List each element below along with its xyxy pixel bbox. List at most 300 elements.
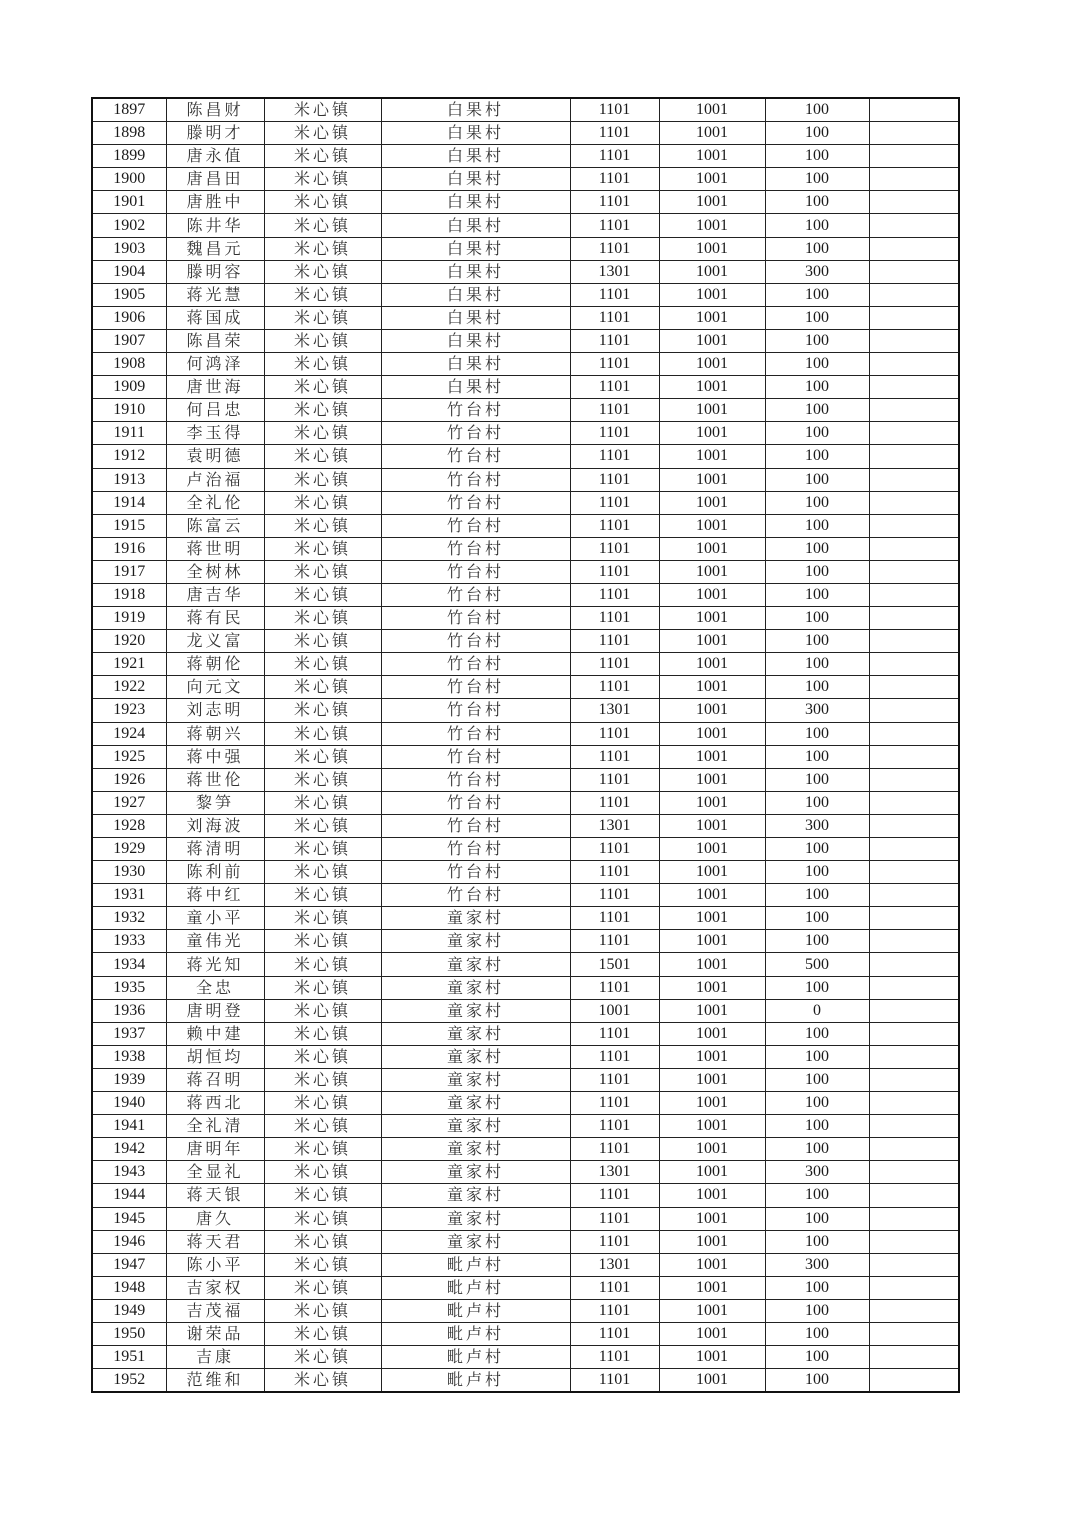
cell-note	[869, 676, 959, 699]
cell-value-a: 1101	[570, 329, 659, 352]
cell-value-b: 1001	[659, 676, 765, 699]
cell-serial-number: 1952	[92, 1369, 166, 1393]
cell-village: 白果村	[381, 353, 570, 376]
cell-difference: 100	[765, 399, 869, 422]
cell-value-b: 1001	[659, 283, 765, 306]
cell-value-a: 1101	[570, 98, 659, 122]
table-row	[92, 1207, 959, 1230]
cell-name: 吉康	[166, 1346, 264, 1369]
cell-village: 竹台村	[381, 422, 570, 445]
cell-value-b: 1001	[659, 976, 765, 999]
cell-serial-number: 1901	[92, 191, 166, 214]
cell-value-b: 1001	[659, 583, 765, 606]
cell-value-a: 1101	[570, 399, 659, 422]
cell-value-a: 1101	[570, 976, 659, 999]
cell-village: 童家村	[381, 1207, 570, 1230]
cell-value-a: 1101	[570, 560, 659, 583]
cell-serial-number: 1931	[92, 884, 166, 907]
cell-note	[869, 422, 959, 445]
cell-serial-number: 1918	[92, 583, 166, 606]
cell-value-b: 1001	[659, 1369, 765, 1393]
cell-village: 童家村	[381, 1138, 570, 1161]
cell-name: 唐昌田	[166, 168, 264, 191]
cell-town: 米心镇	[264, 1253, 381, 1276]
cell-value-a: 1101	[570, 306, 659, 329]
cell-value-a: 1101	[570, 630, 659, 653]
cell-village: 竹台村	[381, 791, 570, 814]
cell-serial-number: 1947	[92, 1253, 166, 1276]
cell-village: 童家村	[381, 1184, 570, 1207]
cell-value-b: 1001	[659, 722, 765, 745]
table-row	[92, 1346, 959, 1369]
table-row	[92, 214, 959, 237]
cell-value-a: 1301	[570, 814, 659, 837]
cell-town: 米心镇	[264, 1369, 381, 1393]
cell-value-a: 1101	[570, 1045, 659, 1068]
cell-town: 米心镇	[264, 1092, 381, 1115]
cell-village: 白果村	[381, 260, 570, 283]
cell-value-a: 1101	[570, 791, 659, 814]
table-row	[92, 1161, 959, 1184]
cell-value-a: 1101	[570, 353, 659, 376]
cell-serial-number: 1914	[92, 491, 166, 514]
cell-value-b: 1001	[659, 422, 765, 445]
cell-serial-number: 1940	[92, 1092, 166, 1115]
cell-value-a: 1101	[570, 514, 659, 537]
cell-village: 童家村	[381, 1161, 570, 1184]
cell-town: 米心镇	[264, 838, 381, 861]
cell-note	[869, 1276, 959, 1299]
cell-village: 童家村	[381, 1022, 570, 1045]
cell-difference: 100	[765, 722, 869, 745]
cell-village: 白果村	[381, 145, 570, 168]
cell-value-b: 1001	[659, 306, 765, 329]
cell-note	[869, 560, 959, 583]
cell-difference: 100	[765, 1045, 869, 1068]
cell-serial-number: 1919	[92, 607, 166, 630]
cell-note	[869, 699, 959, 722]
cell-value-b: 1001	[659, 1253, 765, 1276]
cell-difference: 500	[765, 953, 869, 976]
cell-value-a: 1101	[570, 838, 659, 861]
cell-town: 米心镇	[264, 1299, 381, 1322]
cell-name: 陈井华	[166, 214, 264, 237]
cell-value-b: 1001	[659, 1346, 765, 1369]
cell-difference: 300	[765, 814, 869, 837]
cell-name: 滕明才	[166, 122, 264, 145]
table-row	[92, 607, 959, 630]
table-row	[92, 699, 959, 722]
cell-difference: 100	[765, 283, 869, 306]
cell-town: 米心镇	[264, 699, 381, 722]
cell-note	[869, 122, 959, 145]
cell-difference: 100	[765, 1369, 869, 1393]
cell-name: 全礼清	[166, 1115, 264, 1138]
cell-name: 蒋天君	[166, 1230, 264, 1253]
cell-name: 全忠	[166, 976, 264, 999]
cell-name: 刘志明	[166, 699, 264, 722]
table-row	[92, 537, 959, 560]
cell-serial-number: 1905	[92, 283, 166, 306]
cell-value-a: 1101	[570, 122, 659, 145]
cell-serial-number: 1898	[92, 122, 166, 145]
cell-town: 米心镇	[264, 260, 381, 283]
cell-difference: 100	[765, 353, 869, 376]
cell-value-a: 1101	[570, 1369, 659, 1393]
cell-name: 滕明容	[166, 260, 264, 283]
cell-village: 竹台村	[381, 768, 570, 791]
cell-note	[869, 145, 959, 168]
table-row	[92, 1138, 959, 1161]
table-row	[92, 260, 959, 283]
cell-value-a: 1101	[570, 468, 659, 491]
cell-town: 米心镇	[264, 1230, 381, 1253]
cell-note	[869, 1369, 959, 1393]
cell-town: 米心镇	[264, 98, 381, 122]
cell-difference: 100	[765, 768, 869, 791]
table-row	[92, 1299, 959, 1322]
cell-village: 竹台村	[381, 630, 570, 653]
cell-village: 竹台村	[381, 676, 570, 699]
cell-village: 竹台村	[381, 491, 570, 514]
cell-serial-number: 1944	[92, 1184, 166, 1207]
cell-name: 蒋有民	[166, 607, 264, 630]
cell-serial-number: 1925	[92, 745, 166, 768]
cell-village: 白果村	[381, 214, 570, 237]
table-row	[92, 745, 959, 768]
cell-town: 米心镇	[264, 676, 381, 699]
cell-note	[869, 791, 959, 814]
cell-name: 童小平	[166, 907, 264, 930]
cell-town: 米心镇	[264, 907, 381, 930]
cell-note	[869, 353, 959, 376]
cell-serial-number: 1900	[92, 168, 166, 191]
cell-difference: 300	[765, 260, 869, 283]
table-row	[92, 907, 959, 930]
cell-town: 米心镇	[264, 283, 381, 306]
table-row	[92, 353, 959, 376]
table-row	[92, 676, 959, 699]
cell-value-a: 1101	[570, 283, 659, 306]
cell-town: 米心镇	[264, 237, 381, 260]
cell-difference: 100	[765, 1092, 869, 1115]
cell-name: 唐明登	[166, 999, 264, 1022]
cell-value-b: 1001	[659, 122, 765, 145]
cell-value-a: 1101	[570, 607, 659, 630]
cell-value-a: 1101	[570, 768, 659, 791]
cell-difference: 100	[765, 1322, 869, 1345]
cell-town: 米心镇	[264, 1276, 381, 1299]
cell-value-b: 1001	[659, 1161, 765, 1184]
table-row	[92, 1022, 959, 1045]
cell-value-b: 1001	[659, 699, 765, 722]
cell-serial-number: 1939	[92, 1068, 166, 1091]
cell-name: 陈昌财	[166, 98, 264, 122]
cell-village: 竹台村	[381, 468, 570, 491]
cell-village: 毗卢村	[381, 1276, 570, 1299]
cell-difference: 100	[765, 1022, 869, 1045]
table-row	[92, 884, 959, 907]
document-page	[91, 97, 960, 1393]
table-row	[92, 560, 959, 583]
cell-value-a: 1501	[570, 953, 659, 976]
cell-value-b: 1001	[659, 745, 765, 768]
cell-value-a: 1101	[570, 861, 659, 884]
cell-difference: 100	[765, 930, 869, 953]
cell-value-a: 1101	[570, 1138, 659, 1161]
cell-name: 童伟光	[166, 930, 264, 953]
cell-town: 米心镇	[264, 814, 381, 837]
table-row	[92, 999, 959, 1022]
cell-name: 蒋朝兴	[166, 722, 264, 745]
cell-value-b: 1001	[659, 1207, 765, 1230]
cell-value-b: 1001	[659, 1276, 765, 1299]
table-row	[92, 491, 959, 514]
cell-town: 米心镇	[264, 422, 381, 445]
cell-note	[869, 907, 959, 930]
cell-serial-number: 1908	[92, 353, 166, 376]
cell-town: 米心镇	[264, 745, 381, 768]
cell-name: 胡恒均	[166, 1045, 264, 1068]
table-row	[92, 98, 959, 122]
cell-difference: 100	[765, 98, 869, 122]
cell-value-b: 1001	[659, 168, 765, 191]
cell-village: 竹台村	[381, 583, 570, 606]
cell-serial-number: 1937	[92, 1022, 166, 1045]
cell-value-a: 1301	[570, 260, 659, 283]
cell-serial-number: 1951	[92, 1346, 166, 1369]
cell-name: 唐胜中	[166, 191, 264, 214]
cell-village: 竹台村	[381, 745, 570, 768]
cell-serial-number: 1913	[92, 468, 166, 491]
cell-note	[869, 1299, 959, 1322]
cell-value-a: 1101	[570, 1346, 659, 1369]
cell-serial-number: 1923	[92, 699, 166, 722]
cell-difference: 0	[765, 999, 869, 1022]
cell-difference: 100	[765, 468, 869, 491]
cell-value-b: 1001	[659, 399, 765, 422]
cell-name: 全礼伦	[166, 491, 264, 514]
cell-serial-number: 1932	[92, 907, 166, 930]
table-row	[92, 1276, 959, 1299]
cell-value-b: 1001	[659, 999, 765, 1022]
cell-note	[869, 607, 959, 630]
cell-difference: 100	[765, 1346, 869, 1369]
cell-village: 白果村	[381, 98, 570, 122]
cell-difference: 100	[765, 976, 869, 999]
cell-town: 米心镇	[264, 768, 381, 791]
cell-difference: 100	[765, 237, 869, 260]
cell-value-a: 1101	[570, 1068, 659, 1091]
cell-value-b: 1001	[659, 353, 765, 376]
table-row	[92, 653, 959, 676]
cell-village: 毗卢村	[381, 1322, 570, 1345]
cell-value-b: 1001	[659, 861, 765, 884]
cell-town: 米心镇	[264, 191, 381, 214]
cell-note	[869, 537, 959, 560]
cell-value-b: 1001	[659, 329, 765, 352]
table-row	[92, 191, 959, 214]
cell-value-a: 1101	[570, 676, 659, 699]
cell-value-b: 1001	[659, 98, 765, 122]
cell-village: 童家村	[381, 1230, 570, 1253]
cell-value-a: 1101	[570, 145, 659, 168]
cell-village: 童家村	[381, 930, 570, 953]
cell-value-b: 1001	[659, 560, 765, 583]
cell-difference: 100	[765, 1068, 869, 1091]
cell-village: 毗卢村	[381, 1299, 570, 1322]
cell-serial-number: 1949	[92, 1299, 166, 1322]
table-row	[92, 768, 959, 791]
cell-value-b: 1001	[659, 838, 765, 861]
cell-value-b: 1001	[659, 237, 765, 260]
cell-town: 米心镇	[264, 214, 381, 237]
cell-name: 卢治福	[166, 468, 264, 491]
table-row	[92, 838, 959, 861]
cell-serial-number: 1934	[92, 953, 166, 976]
cell-town: 米心镇	[264, 1068, 381, 1091]
cell-note	[869, 768, 959, 791]
cell-serial-number: 1917	[92, 560, 166, 583]
cell-name: 蒋天银	[166, 1184, 264, 1207]
cell-note	[869, 1230, 959, 1253]
cell-village: 童家村	[381, 1068, 570, 1091]
cell-village: 竹台村	[381, 560, 570, 583]
cell-village: 白果村	[381, 306, 570, 329]
cell-village: 白果村	[381, 191, 570, 214]
cell-difference: 100	[765, 560, 869, 583]
cell-name: 唐世海	[166, 376, 264, 399]
cell-town: 米心镇	[264, 722, 381, 745]
cell-value-b: 1001	[659, 1115, 765, 1138]
cell-value-b: 1001	[659, 1230, 765, 1253]
cell-village: 竹台村	[381, 814, 570, 837]
cell-value-a: 1101	[570, 930, 659, 953]
cell-town: 米心镇	[264, 861, 381, 884]
cell-value-a: 1101	[570, 583, 659, 606]
table-row	[92, 791, 959, 814]
table-row	[92, 468, 959, 491]
cell-village: 竹台村	[381, 607, 570, 630]
table-row	[92, 722, 959, 745]
cell-note	[869, 1022, 959, 1045]
cell-value-a: 1101	[570, 191, 659, 214]
cell-note	[869, 838, 959, 861]
cell-difference: 100	[765, 422, 869, 445]
cell-village: 白果村	[381, 122, 570, 145]
cell-difference: 100	[765, 306, 869, 329]
cell-town: 米心镇	[264, 306, 381, 329]
cell-name: 全树林	[166, 560, 264, 583]
cell-village: 毗卢村	[381, 1253, 570, 1276]
table-row	[92, 1092, 959, 1115]
cell-note	[869, 884, 959, 907]
cell-note	[869, 1092, 959, 1115]
cell-name: 赖中建	[166, 1022, 264, 1045]
cell-note	[869, 745, 959, 768]
cell-value-b: 1001	[659, 884, 765, 907]
cell-serial-number: 1902	[92, 214, 166, 237]
cell-value-b: 1001	[659, 376, 765, 399]
cell-value-a: 1101	[570, 376, 659, 399]
table-row	[92, 1369, 959, 1393]
cell-town: 米心镇	[264, 1207, 381, 1230]
table-row	[92, 1045, 959, 1068]
data-table	[91, 97, 960, 1393]
cell-difference: 100	[765, 1115, 869, 1138]
cell-village: 童家村	[381, 1115, 570, 1138]
cell-value-a: 1301	[570, 1161, 659, 1184]
cell-difference: 100	[765, 1230, 869, 1253]
table-row	[92, 1322, 959, 1345]
table-row	[92, 376, 959, 399]
table-row	[92, 1068, 959, 1091]
cell-note	[869, 329, 959, 352]
cell-serial-number: 1922	[92, 676, 166, 699]
cell-village: 白果村	[381, 237, 570, 260]
cell-value-a: 1101	[570, 722, 659, 745]
cell-note	[869, 376, 959, 399]
cell-value-b: 1001	[659, 1068, 765, 1091]
cell-value-b: 1001	[659, 907, 765, 930]
cell-difference: 100	[765, 514, 869, 537]
cell-town: 米心镇	[264, 353, 381, 376]
cell-town: 米心镇	[264, 468, 381, 491]
cell-note	[869, 191, 959, 214]
cell-serial-number: 1946	[92, 1230, 166, 1253]
cell-value-a: 1001	[570, 999, 659, 1022]
cell-difference: 100	[765, 745, 869, 768]
cell-note	[869, 306, 959, 329]
cell-name: 吉家权	[166, 1276, 264, 1299]
cell-value-a: 1101	[570, 1092, 659, 1115]
cell-village: 童家村	[381, 1045, 570, 1068]
table-row	[92, 145, 959, 168]
cell-name: 陈昌荣	[166, 329, 264, 352]
cell-difference: 100	[765, 884, 869, 907]
cell-village: 童家村	[381, 999, 570, 1022]
cell-value-b: 1001	[659, 1138, 765, 1161]
cell-difference: 100	[765, 791, 869, 814]
cell-name: 刘海波	[166, 814, 264, 837]
cell-value-a: 1101	[570, 214, 659, 237]
cell-difference: 300	[765, 1161, 869, 1184]
cell-note	[869, 214, 959, 237]
cell-difference: 100	[765, 1184, 869, 1207]
cell-value-b: 1001	[659, 953, 765, 976]
cell-value-a: 1101	[570, 884, 659, 907]
cell-serial-number: 1943	[92, 1161, 166, 1184]
cell-value-b: 1001	[659, 537, 765, 560]
cell-name: 蒋西北	[166, 1092, 264, 1115]
cell-name: 陈小平	[166, 1253, 264, 1276]
cell-difference: 100	[765, 607, 869, 630]
cell-name: 向元文	[166, 676, 264, 699]
cell-value-b: 1001	[659, 191, 765, 214]
cell-village: 竹台村	[381, 514, 570, 537]
cell-note	[869, 930, 959, 953]
cell-serial-number: 1933	[92, 930, 166, 953]
cell-difference: 100	[765, 145, 869, 168]
cell-town: 米心镇	[264, 168, 381, 191]
table-row	[92, 1230, 959, 1253]
cell-name: 陈利前	[166, 861, 264, 884]
cell-note	[869, 260, 959, 283]
table-row	[92, 1115, 959, 1138]
cell-town: 米心镇	[264, 583, 381, 606]
cell-name: 魏昌元	[166, 237, 264, 260]
cell-note	[869, 630, 959, 653]
